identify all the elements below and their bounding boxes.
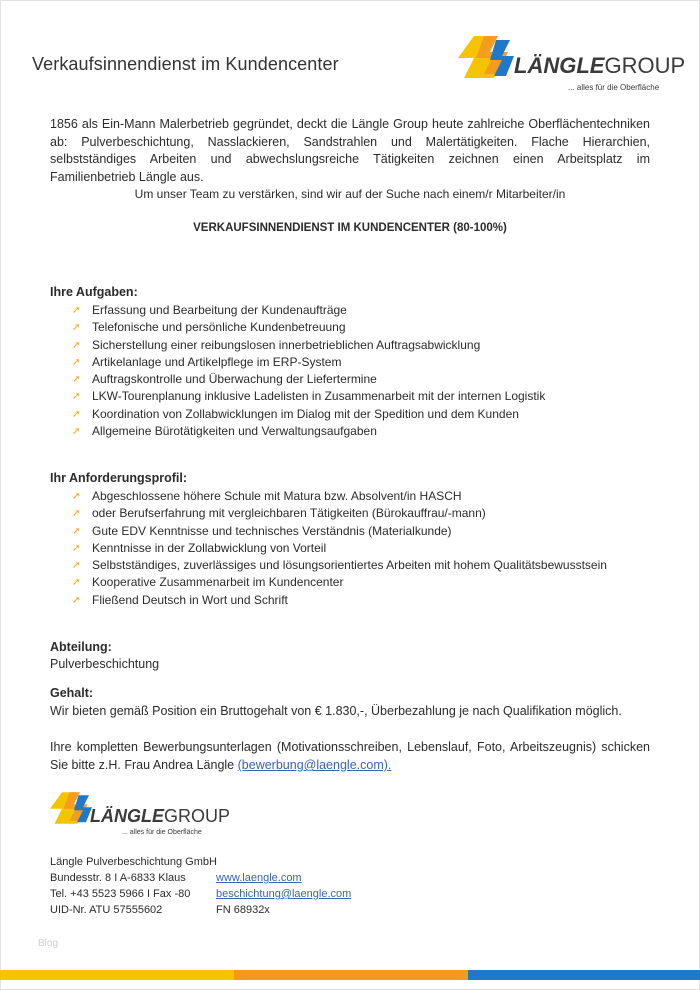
list-item: ➚ Kooperative Zusammenarbeit im Kundencenter: [72, 574, 607, 591]
logo-wordmark: LÄNGLEGROUP: [90, 806, 231, 826]
list-item: ➚ Artikelanlage und Artikelpflege im ERP-System: [72, 354, 545, 371]
list-item: ➚ Selbstständiges, zuverlässiges und lösungsorientiertes Arbeiten mit hohem Qualitätsbewusstsein: [72, 557, 607, 574]
bullet-arrow-icon: ➚: [72, 408, 81, 420]
logo-swoosh-icon: [50, 790, 92, 826]
application-email-link[interactable]: (bewerbung@laengle.com).: [237, 758, 392, 772]
logo-wordmark: LÄNGLEGROUP: [514, 53, 686, 78]
tasks-heading: Ihre Aufgaben:: [50, 285, 138, 299]
list-item: ➚ Abgeschlossene höhere Schule mit Matura bzw. Absolvent/in HASCH: [72, 488, 607, 505]
salary-heading: Gehalt:: [50, 686, 94, 700]
bullet-arrow-icon: ➚: [72, 391, 81, 403]
list-item: ➚ LKW-Tourenplanung inklusive Ladelisten in Zusammenarbeit mit der internen Logistik: [72, 388, 545, 405]
list-item: ➚ Sicherstellung einer reibungslosen innerbetrieblichen Auftragsabwicklung: [72, 337, 545, 354]
bullet-arrow-icon: ➚: [72, 356, 81, 368]
logo-swoosh-icon: [458, 34, 514, 80]
company-name: Längle Pulverbeschichtung GmbH: [50, 856, 217, 868]
list-item: ➚ Fließend Deutsch in Wort und Schrift: [72, 592, 607, 609]
salary-text: Wir bieten gemäß Position ein Bruttogehalt von € 1.830,-, Überbezahlung je nach Qualifikation möglich.: [50, 704, 622, 718]
list-item: ➚ oder Berufserfahrung mit vergleichbaren Tätigkeiten (Bürokauffrau/-mann): [72, 505, 607, 522]
bullet-arrow-icon: ➚: [72, 542, 81, 554]
company-phone: Tel. +43 5523 5966 I Fax -80: [50, 888, 191, 900]
list-item: ➚ Kenntnisse in der Zollabwicklung von Vorteil: [72, 540, 607, 557]
company-logo: [458, 30, 686, 98]
job-title: VERKAUFSINNENDIENST IM KUNDENCENTER (80-100%): [193, 222, 507, 234]
list-item: ➚ Koordination von Zollabwicklungen im Dialog mit der Spedition und dem Kunden: [72, 406, 545, 423]
bullet-arrow-icon: ➚: [72, 594, 81, 606]
company-uid: UID-Nr. ATU 57555602: [50, 904, 163, 916]
contact-row: [50, 872, 370, 888]
company-address: Bundesstr. 8 I A-6833 Klaus: [50, 872, 186, 884]
bullet-arrow-icon: ➚: [72, 525, 81, 537]
tasks-list: [72, 302, 545, 440]
department-value: Pulverbeschichtung: [50, 657, 160, 671]
contact-row: [50, 904, 370, 920]
company-fn: FN 68932x: [216, 904, 270, 916]
footer-bar-yellow: [0, 970, 234, 980]
bullet-arrow-icon: ➚: [72, 305, 81, 316]
bullet-arrow-icon: ➚: [72, 508, 81, 520]
profile-list: [72, 488, 607, 609]
company-email-link[interactable]: beschichtung@laengle.com: [216, 888, 352, 900]
bullet-arrow-icon: ➚: [72, 491, 81, 502]
bullet-arrow-icon: ➚: [72, 577, 81, 589]
list-item: ➚ Gute EDV Kenntnisse und technisches Verständnis (Materialkunde): [72, 523, 607, 540]
bullet-arrow-icon: ➚: [72, 322, 81, 334]
bullet-arrow-icon: ➚: [72, 426, 81, 438]
bullet-arrow-icon: ➚: [72, 560, 81, 572]
list-item: ➚ Telefonische und persönliche Kundenbetreuung: [72, 319, 545, 336]
logo-tagline: ... alles für die Oberfläche: [568, 83, 660, 92]
bullet-arrow-icon: ➚: [72, 339, 81, 351]
page-title: Verkaufsinnendienst im Kundencenter: [32, 54, 339, 74]
website-link[interactable]: www.laengle.com: [216, 872, 302, 884]
footer-bar-orange: [234, 970, 468, 980]
footer-bar-blue: [468, 970, 700, 980]
footer-color-bar: [0, 970, 700, 980]
search-line: Um unser Team zu verstärken, sind wir auf der Suche nach einem/r Mitarbeiter/in: [134, 187, 566, 201]
watermark: Blog: [38, 938, 59, 949]
logo-tagline: ... alles für die Oberfläche: [122, 829, 202, 836]
profile-heading: Ihr Anforderungsprofil:: [50, 471, 188, 485]
list-item: ➚ Auftragskontrolle und Überwachung der Liefertermine: [72, 371, 545, 388]
list-item: ➚ Allgemeine Bürotätigkeiten und Verwaltungsaufgaben: [72, 423, 545, 440]
intro-paragraph: 1856 als Ein-Mann Malerbetrieb gegründet, deckt die Längle Group heute zahlreiche Oberflächentechniken ab: Pulverbeschichtung, Nasslackieren, Sandstrahlen und Malertätigkeiten. Flache Hierarchien, selbstständiges Arbeiten und abwechslungsreiche Tätigkeiten zeichnen einen Arbeitsplatz im Familienbetrieb Längle aus.: [50, 117, 650, 184]
department-heading: Abteilung:: [50, 640, 112, 654]
contact-row: [50, 888, 370, 904]
bullet-arrow-icon: ➚: [72, 374, 81, 386]
application-paragraph: Ihre kompletten Bewerbungsunterlagen (Motivationsschreiben, Lebenslauf, Foto, Arbeitszeugnis) schicken Sie bitte z.H. Frau Andrea Längle (bewerbung@laengle.com).: [50, 740, 650, 772]
company-logo-footer: [50, 788, 230, 840]
list-item: ➚ Erfassung und Bearbeitung der Kundenaufträge: [72, 302, 545, 319]
